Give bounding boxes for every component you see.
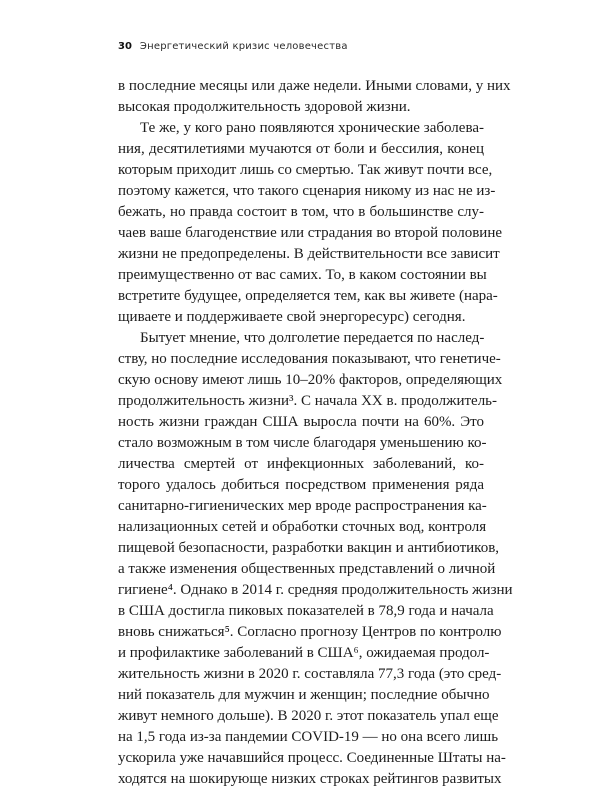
page-number: 30 [118,41,132,52]
text-line: бежать, но правда состоит в том, что в большинстве слу- [118,204,484,220]
text-line: ность жизни граждан США выросла почти на 60%. Это [118,414,484,430]
text-line: и профилактике заболеваний в США⁶, ожидаемая продол- [118,645,490,661]
text-line: Бытует мнение, что долголетие передается по наслед- [140,330,485,346]
text-line: на 1,5 года из-за пандемии COVID-19 — но она всего лишь [118,729,499,745]
text-line: живут немного дольше). В 2020 г. этот показатель упал еще [118,708,499,724]
body-text [118,76,513,790]
text-line: гигиене⁴. Однако в 2014 г. средняя продолжительность жизни [118,582,513,598]
text-line: скую основу имеют лишь 10–20% факторов, определяющих [118,372,503,388]
text-line: ния, десятилетиями мучаются от боли и бессилия, конец [118,141,484,157]
text-line: жизни не предопределены. В действительности все зависит [118,246,500,262]
text-line: жительность жизни в 2020 г. составляла 77,3 года (это сред- [118,666,502,682]
text-line: поэтому кажется, что такого сценария никому из нас не из- [118,183,496,199]
text-line: вновь снижаться⁵. Согласно прогнозу Центров по контролю [118,624,502,640]
text-line: а также изменения общественных представлений о личной [118,561,496,577]
text-line: Те же, у кого рано появляются хронические заболева- [140,120,484,136]
text-line: продолжительность жизни³. С начала XX в. продолжитель- [118,393,498,409]
text-line: ний показатель для мужчин и женщин; последние обычно [118,687,490,703]
text-line: пищевой безопасности, разработки вакцин и антибиотиков, [118,540,500,556]
text-line: в последние месяцы или даже недели. Иными словами, у них [118,78,511,94]
text-line: преимущественно от вас самих. То, в каком состоянии вы [118,267,487,283]
text-line: ходятся на шокирующе низких строках рейтингов развитых [118,771,502,787]
text-line: в США достигла пиковых показателей в 78,9 года и начала [118,603,494,619]
text-line: высокая продолжительность здоровой жизни. [118,99,411,115]
text-line: ству, но последние исследования показывают, что генетиче- [118,351,501,367]
text-line: встретите будущее, определяется тем, как вы живете (нара- [118,288,498,304]
text-line: щиваете и поддерживаете свой энергоресурс) сегодня. [118,309,466,325]
text-line: чаев ваше благоденствие или страдания во второй половине [118,225,503,241]
text-line: личества смертей от инфекционных заболеваний, ко- [118,456,484,472]
text-line: нализационных сетей и обработки сточных вод, контроля [118,519,487,535]
text-line: ускорила уже начавшийся процесс. Соединенные Штаты на- [118,750,506,766]
book-title: Энергетический кризис человечества [139,41,348,52]
running-head [118,41,348,52]
text-line: санитарно-гигиенических мер вроде распространения ка- [118,498,487,514]
text-line: которым приходит лишь со смертью. Так живут почти все, [118,162,493,178]
text-line: торого удалось добиться посредством применения ряда [118,477,484,493]
text-line: стало возможным в том числе благодаря уменьшению ко- [118,435,487,451]
